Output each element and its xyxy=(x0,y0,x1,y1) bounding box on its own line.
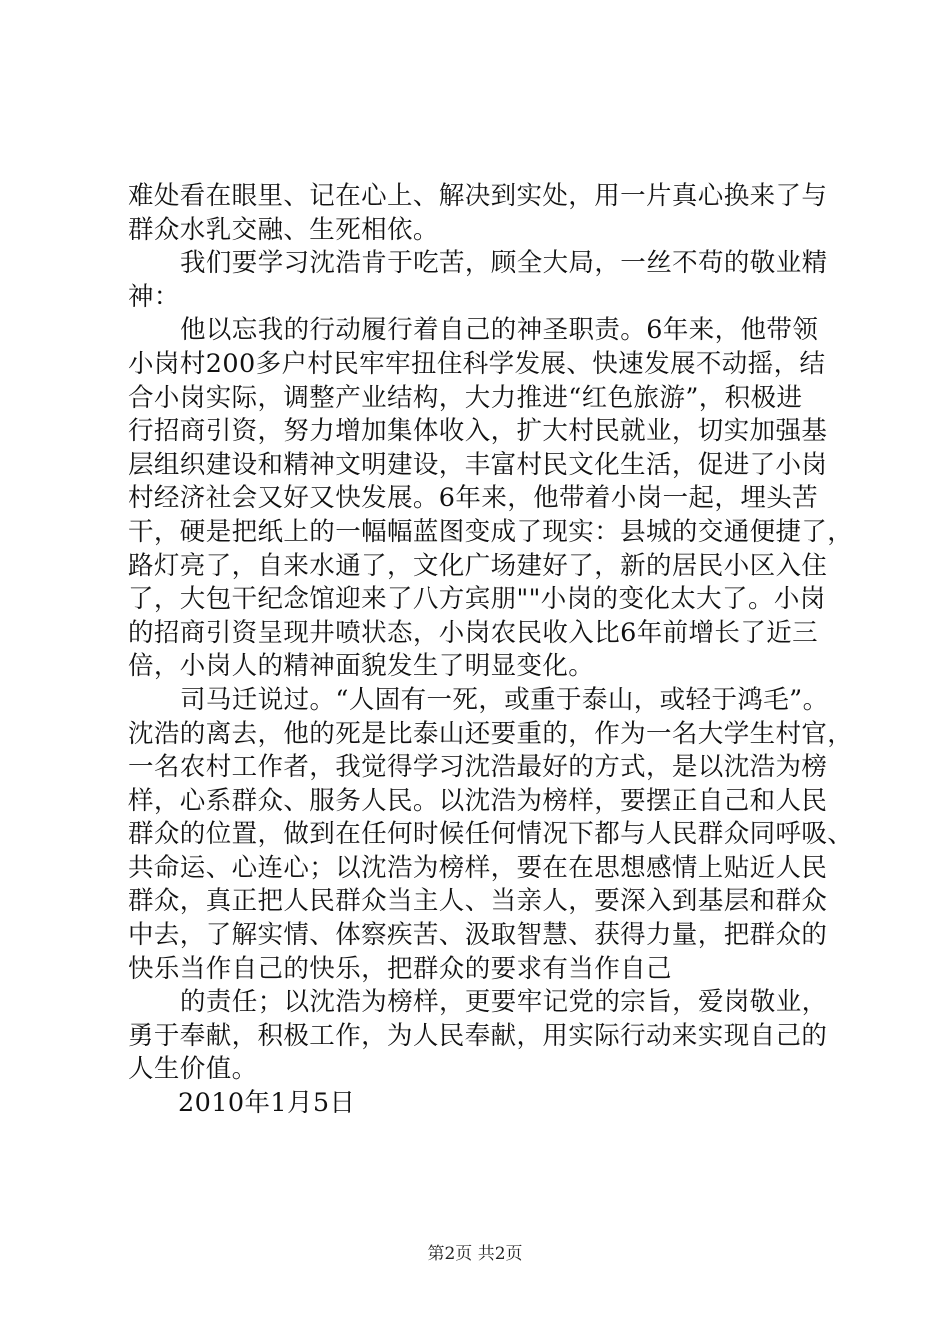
text-line: 的责任；以沈浩为榜样，更要牢记党的宗旨，爱岗敬业， xyxy=(180,987,828,1018)
text-line: 干，硬是把纸上的一幅幅蓝图变成了现实：县城的交通便捷了， xyxy=(128,516,854,547)
text-line: 沈浩的离去，他的死是比泰山还要重的，作为一名大学生村官， xyxy=(128,718,854,749)
text-line: 层组织建设和精神文明建设，丰富村民文化生活，促进了小岗 xyxy=(128,449,828,480)
text-line: 中去，了解实情、体察疾苦、汲取智慧、获得力量，把群众的 xyxy=(128,920,828,951)
document-date: 2010年1月5日 xyxy=(178,1088,356,1119)
text-line: 村经济社会又好又快发展。6年来，他带着小岗一起，埋头苦 xyxy=(128,483,819,514)
text-line: 倍，小岗人的精神面貌发生了明显变化。 xyxy=(128,651,595,682)
text-line: 小岗村200多户村民牢牢扭住科学发展、快速发展不动摇，结 xyxy=(128,348,826,379)
text-line: 快乐当作自己的快乐，把群众的要求有当作自己 xyxy=(128,953,672,984)
text-line: 一名农村工作者，我觉得学习沈浩最好的方式，是以沈浩为榜 xyxy=(128,752,828,783)
text-line: 共命运、心连心；以沈浩为榜样，要在在思想感情上贴近人民 xyxy=(128,852,828,883)
text-line: 群众，真正把人民群众当主人、当亲人，要深入到基层和群众 xyxy=(128,886,828,917)
text-line: 合小岗实际，调整产业结构，大力推进“红色旅游”，积极进 xyxy=(128,382,803,413)
text-line: 他以忘我的行动履行着自己的神圣职责。6年来，他带领 xyxy=(180,315,819,346)
text-line: 行招商引资，努力增加集体收入，扩大村民就业，切实加强基 xyxy=(128,416,828,447)
text-line: 了，大包干纪念馆迎来了八方宾朋""小岗的变化太大了。小岗 xyxy=(128,584,826,615)
text-line: 的招商引资呈现井喷状态，小岗农民收入比6年前增长了近三 xyxy=(128,617,819,648)
text-line: 勇于奉献，积极工作，为人民奉献，用实际行动来实现自己的 xyxy=(128,1020,828,1051)
document-body xyxy=(128,180,854,1121)
text-line: 难处看在眼里、记在心上、解决到实处，用一片真心换来了与 xyxy=(128,181,828,211)
text-line: 神： xyxy=(128,281,180,312)
text-line: 路灯亮了，自来水通了，文化广场建好了，新的居民小区入住 xyxy=(128,550,828,581)
text-line: 人生价值。 xyxy=(128,1054,258,1085)
text-line: 群众水乳交融、生死相依。 xyxy=(128,214,439,245)
page-footer: 第2页 共2页 xyxy=(427,1244,523,1264)
text-line: 我们要学习沈浩肯于吃苦，顾全大局，一丝不苟的敬业精 xyxy=(180,248,828,279)
text-line: 群众的位置，做到在任何时候任何情况下都与人民群众同呼吸、 xyxy=(128,819,854,850)
text-line: 司马迁说过。“人固有一死，或重于泰山，或轻于鸿毛”。 xyxy=(180,684,829,715)
text-line: 样，心系群众、服务人民。以沈浩为榜样，要摆正自己和人民 xyxy=(128,785,828,816)
